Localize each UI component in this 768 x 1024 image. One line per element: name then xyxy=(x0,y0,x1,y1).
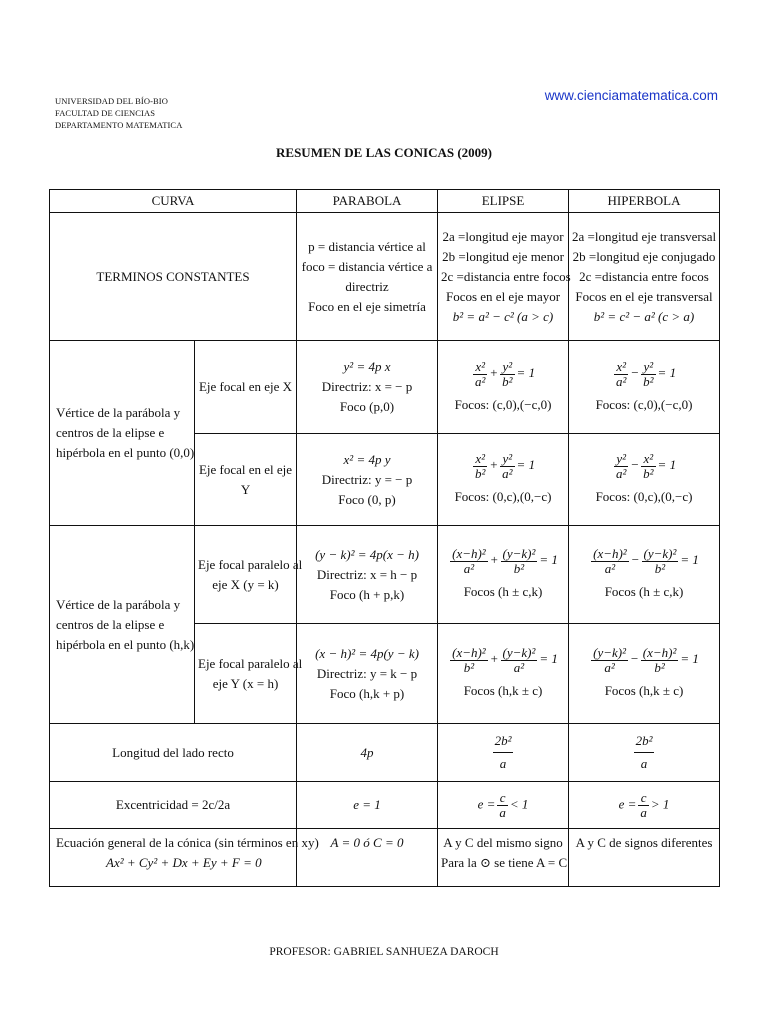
fraction xyxy=(614,452,628,481)
numerator: (x−h)² xyxy=(593,546,627,561)
latus-rectum-row xyxy=(50,724,720,782)
parabola-equation: (x − h)² = 4p(y − k) xyxy=(315,645,419,661)
denominator: a xyxy=(640,756,648,771)
eccentricity-ellipse xyxy=(438,782,569,829)
origin-y-parabola xyxy=(297,434,438,526)
fraction xyxy=(634,730,655,775)
numerator: x² xyxy=(473,360,487,375)
numerator: 2b² xyxy=(634,730,655,753)
text-line: 2c =distancia entre focos xyxy=(579,268,709,284)
numerator: x² xyxy=(473,452,487,467)
numerator: (y−k)² xyxy=(502,645,536,660)
denominator: a² xyxy=(615,373,627,389)
hyperbola-equation xyxy=(589,546,699,576)
denominator: b² xyxy=(654,660,665,675)
institution-block xyxy=(55,95,182,131)
equals: = 1 xyxy=(539,651,558,667)
text-line: directriz xyxy=(345,278,389,294)
operator: − xyxy=(630,364,640,380)
denominator: a² xyxy=(463,561,475,576)
shifted-x-row xyxy=(50,526,720,624)
focus: Foco (h,k + p) xyxy=(329,685,405,701)
fraction xyxy=(493,730,514,775)
eccentricity-prefix: e = xyxy=(618,795,637,811)
text-line: Focos en el eje transversal xyxy=(575,288,713,304)
text-line: Eje focal en el eje xyxy=(198,461,293,477)
foci: Focos: (0,c),(0,−c) xyxy=(595,489,693,504)
operator: + xyxy=(489,457,499,473)
numerator: y² xyxy=(614,452,628,467)
denominator: a xyxy=(499,756,507,771)
foci: Focos (h,k ± c) xyxy=(604,683,684,698)
fraction xyxy=(641,646,679,675)
equals: = 1 xyxy=(680,651,699,667)
ellipse-equation xyxy=(471,451,536,481)
denominator: a² xyxy=(474,373,486,389)
denominator: a² xyxy=(502,466,513,481)
text-line: Vértice de la parábola y xyxy=(56,405,181,420)
focus: Foco (0, p) xyxy=(338,491,396,507)
col-header-hiperbola: HIPERBOLA xyxy=(569,190,720,213)
col-header-parabola: PARABOLA xyxy=(297,190,438,213)
origin-x-row xyxy=(50,341,720,434)
latus-rectum-hyperbola xyxy=(569,724,720,782)
numerator: (y−k)² xyxy=(593,645,626,660)
numerator: y² xyxy=(500,360,514,375)
general-equation-label xyxy=(50,829,319,887)
numerator: c xyxy=(638,791,649,806)
operator: − xyxy=(629,651,639,667)
fraction xyxy=(501,547,538,576)
text-line: Vértice de la parábola y xyxy=(56,596,181,612)
col-header-curva: CURVA xyxy=(50,190,297,213)
text-line: Eje focal paralelo al xyxy=(198,556,303,572)
page-title: RESUMEN DE LAS CONICAS (2009) xyxy=(276,145,492,160)
table-header-row xyxy=(50,190,720,213)
general-hyperbola: A y C de signos diferentes xyxy=(569,829,720,887)
university-name: UNIVERSIDAD DEL BÍO-BIO xyxy=(55,96,168,106)
eccentricity-bound: > 1 xyxy=(650,795,670,811)
origin-y-hyperbola xyxy=(569,434,720,526)
eccentricity-prefix: e = xyxy=(477,795,496,811)
equals: = 1 xyxy=(657,457,677,473)
general-equation: Ax² + Cy² + Dx + Ey + F = 0 xyxy=(106,855,262,870)
origin-x-axis-label: Eje focal en eje X xyxy=(195,341,297,434)
relation-formula: b² = c² − a² (c > a) xyxy=(593,308,695,324)
fraction xyxy=(500,360,514,389)
foci: Focos (h ± c,k) xyxy=(604,584,684,599)
text-line: A y C del mismo signo xyxy=(443,835,563,850)
shifted-group-label xyxy=(50,526,195,724)
origin-x-hyperbola xyxy=(569,341,720,434)
fraction xyxy=(501,646,538,675)
numerator: (x−h)² xyxy=(642,645,677,660)
denominator: a² xyxy=(615,466,627,481)
eccentricity-row xyxy=(50,782,720,829)
constants-parabola xyxy=(297,213,438,341)
shifted-y-axis-label xyxy=(195,624,303,724)
focus: Foco (h + p,k) xyxy=(329,586,405,602)
operator: + xyxy=(489,651,499,667)
shifted-y-hyperbola xyxy=(569,624,720,724)
shifted-y-parabola xyxy=(297,624,438,724)
equals: = 1 xyxy=(539,552,558,568)
latus-rectum-parabola: 4p xyxy=(297,724,438,782)
website-link[interactable]: www.cienciamatematica.com xyxy=(544,88,718,103)
operator: + xyxy=(489,364,499,380)
text-line: eje X (y = k) xyxy=(212,576,279,592)
parabola-equation: y² = 4p x xyxy=(343,359,391,374)
general-parabola: A = 0 ó C = 0 xyxy=(297,829,438,887)
text-line: centros de la elipse e xyxy=(56,616,165,632)
text-line: 2b =longitud eje conjugado xyxy=(572,248,716,264)
eccentricity-hyperbola xyxy=(569,782,720,829)
text-line: Focos en el eje mayor xyxy=(445,288,561,304)
parabola-equation: (y − k)² = 4p(x − h) xyxy=(315,546,419,562)
fraction xyxy=(614,360,628,389)
ellipse-equation xyxy=(448,546,558,576)
denominator: a xyxy=(499,804,506,820)
hyperbola-equation xyxy=(589,645,699,675)
directrix: Directriz: x = h − p xyxy=(316,566,418,582)
hyperbola-equation xyxy=(612,358,677,389)
text-line: centros de la elipse e xyxy=(56,425,165,440)
eccentricity-bound: < 1 xyxy=(509,795,529,811)
text-line: hipérbola en el punto (h,k) xyxy=(56,636,195,652)
denominator: a² xyxy=(604,561,616,576)
text-line: 2b =longitud eje menor xyxy=(442,248,564,264)
numerator: x² xyxy=(614,360,628,375)
text-line: Foco en el eje simetría xyxy=(308,298,426,314)
operator: + xyxy=(489,552,499,568)
numerator: y² xyxy=(500,452,514,467)
text-line: Y xyxy=(240,481,251,497)
foci: Focos (h,k ± c) xyxy=(463,683,543,698)
text-line: hipérbola en el punto (0,0) xyxy=(56,445,195,460)
origin-y-axis-label xyxy=(195,434,297,526)
denominator: b² xyxy=(474,466,486,481)
operator: − xyxy=(630,457,640,473)
denominator: b² xyxy=(643,373,654,389)
fraction xyxy=(591,646,628,675)
fraction xyxy=(450,646,488,675)
equals: = 1 xyxy=(680,552,699,568)
fraction xyxy=(642,547,679,576)
shifted-x-parabola xyxy=(297,526,438,624)
fraction xyxy=(638,791,649,820)
origin-x-parabola xyxy=(297,341,438,434)
shifted-y-ellipse xyxy=(438,624,569,724)
shifted-x-axis-label xyxy=(195,526,303,624)
numerator: (x−h)² xyxy=(452,645,486,660)
text-line: p = distancia vértice al xyxy=(308,238,426,254)
directrix: Directriz: y = k − p xyxy=(316,665,418,681)
numerator: c xyxy=(497,791,508,806)
fraction xyxy=(500,452,514,481)
fraction xyxy=(450,547,488,576)
foci: Focos: (c,0),(−c,0) xyxy=(595,396,693,412)
latus-rectum-ellipse xyxy=(438,724,569,782)
text-line: eje Y (x = h) xyxy=(212,675,279,691)
ellipse-equation xyxy=(471,358,536,389)
directrix: Directriz: y = − p xyxy=(321,471,413,487)
constants-label: TERMINOS CONSTANTES xyxy=(50,213,297,341)
text-line: Eje focal paralelo al xyxy=(198,655,303,671)
denominator: b² xyxy=(502,373,513,389)
numerator: y² xyxy=(641,360,655,375)
numerator: 2b² xyxy=(493,730,514,753)
equals: = 1 xyxy=(657,364,677,380)
text-line: Ecuación general de la cónica (sin términos en xy) xyxy=(56,835,319,850)
denominator: b² xyxy=(463,660,475,675)
text-line: 2a =longitud eje mayor xyxy=(442,228,564,244)
constants-ellipse xyxy=(438,213,569,341)
focus: Foco (p,0) xyxy=(339,399,395,414)
denominator: a² xyxy=(604,660,615,675)
foci: Focos: (c,0),(−c,0) xyxy=(454,396,552,412)
constants-hyperbola xyxy=(569,213,720,341)
text-line: Para la ⊙ se tiene A = C xyxy=(441,855,568,870)
origin-x-ellipse xyxy=(438,341,569,434)
faculty-name: FACULTAD DE CIENCIAS xyxy=(55,108,156,118)
foci: Focos: (0,c),(0,−c) xyxy=(454,489,552,504)
denominator: a xyxy=(640,804,647,820)
professor-footer: PROFESOR: GABRIEL SANHUEZA DAROCH xyxy=(269,946,499,958)
eccentricity-label: Excentricidad = 2c/2a xyxy=(50,782,297,829)
denominator: a² xyxy=(513,660,525,675)
parabola-equation: x² = 4p y xyxy=(343,451,391,467)
col-header-elipse: ELIPSE xyxy=(438,190,569,213)
foci: Focos (h ± c,k) xyxy=(463,584,543,599)
fraction xyxy=(497,791,508,820)
conics-summary-table xyxy=(49,189,720,887)
numerator: (x−h)² xyxy=(452,546,486,561)
denominator: b² xyxy=(654,561,666,576)
origin-y-ellipse xyxy=(438,434,569,526)
hyperbola-equation xyxy=(612,451,677,481)
ellipse-equation xyxy=(448,645,558,675)
text-line: foco = distancia vértice a xyxy=(301,258,433,274)
general-ellipse xyxy=(438,829,569,887)
fraction xyxy=(591,547,629,576)
fraction xyxy=(473,360,487,389)
department-name: DEPARTAMENTO MATEMATICA xyxy=(55,120,183,130)
constants-row xyxy=(50,213,720,341)
numerator: (y−k)² xyxy=(643,546,677,561)
equals: = 1 xyxy=(516,364,536,380)
fraction xyxy=(641,452,655,481)
denominator: b² xyxy=(643,466,654,481)
numerator: (y−k)² xyxy=(502,546,536,561)
operator: − xyxy=(630,552,640,568)
fraction xyxy=(473,452,487,481)
origin-group-label xyxy=(50,341,195,526)
equals: = 1 xyxy=(516,457,536,473)
shifted-x-ellipse xyxy=(438,526,569,624)
relation-formula: b² = a² − c² (a > c) xyxy=(452,308,554,324)
general-equation-row xyxy=(50,829,720,887)
denominator: b² xyxy=(513,561,525,576)
latus-rectum-label: Longitud del lado recto xyxy=(50,724,297,782)
shifted-x-hyperbola xyxy=(569,526,720,624)
text-line: 2a =longitud eje transversal xyxy=(572,228,717,244)
fraction xyxy=(641,360,655,389)
numerator: x² xyxy=(641,452,655,467)
eccentricity-parabola: e = 1 xyxy=(297,782,438,829)
text-line: 2c =distancia entre focos xyxy=(441,268,571,284)
directrix: Directriz: x = − p xyxy=(321,379,413,394)
